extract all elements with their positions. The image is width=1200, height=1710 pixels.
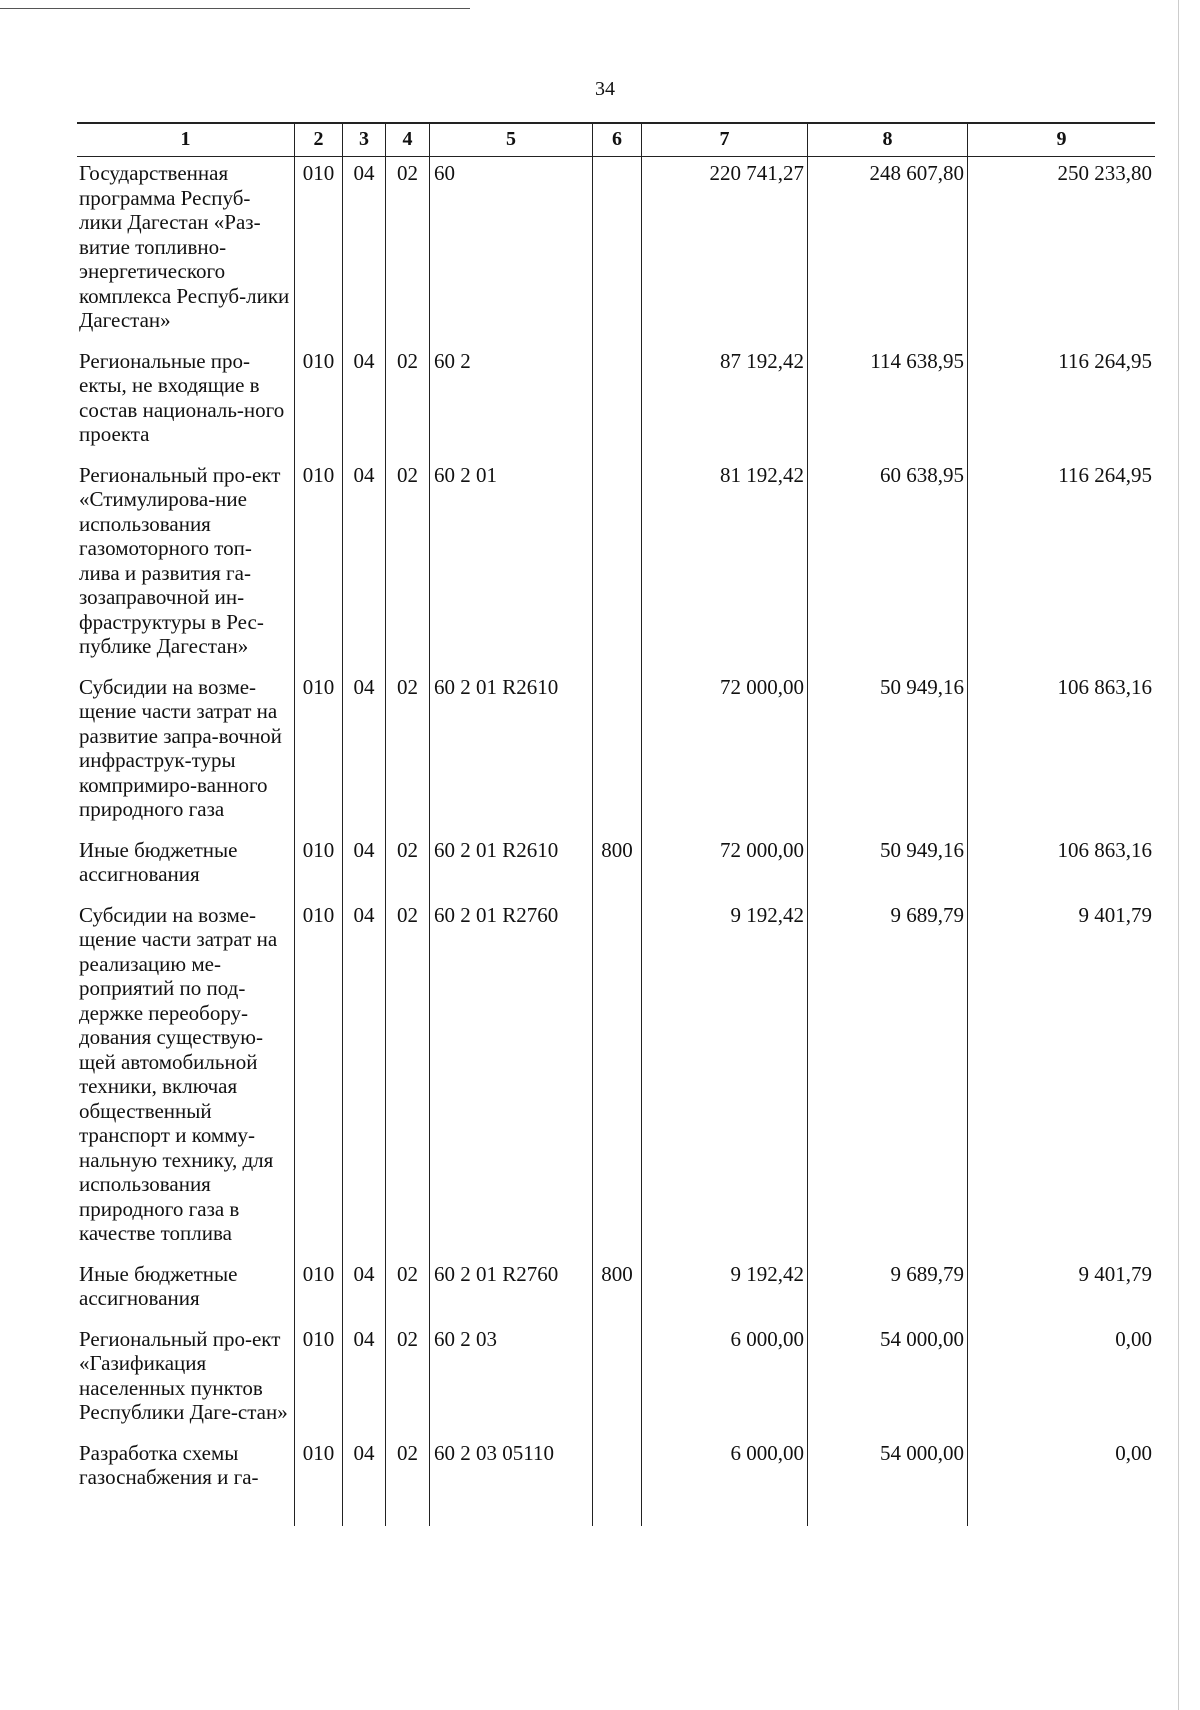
cell-col-3: 04: [342, 899, 385, 1258]
header-col-2: 2: [294, 124, 342, 156]
cell-col-8: 50 949,16: [807, 834, 967, 899]
cell-col-9: 250 233,80: [967, 157, 1155, 345]
cell-col-7: 6 000,00: [641, 1323, 807, 1437]
continuation-col-6: [592, 1502, 641, 1526]
cell-col-4: 02: [385, 459, 429, 671]
continuation-col-9: [967, 1502, 1155, 1526]
header-col-1: 1: [180, 128, 191, 150]
cell-col-9: 0,00: [967, 1323, 1155, 1437]
cell-col-8: 54 000,00: [807, 1437, 967, 1502]
cell-col-2: 010: [294, 1437, 342, 1502]
cell-col-5: 60 2 01: [429, 459, 592, 671]
continuation-col-1: [77, 1502, 294, 1526]
cell-col-7: 81 192,42: [641, 459, 807, 671]
cell-col-2: 010: [294, 1258, 342, 1323]
cell-col-4: 02: [385, 834, 429, 899]
header-col-8: 8: [807, 124, 967, 156]
cell-col-2: 010: [294, 671, 342, 834]
cell-col-4: 02: [385, 899, 429, 1258]
cell-col-2: 010: [294, 345, 342, 459]
cell-col-7: 9 192,42: [641, 899, 807, 1258]
cell-col-7: 6 000,00: [641, 1437, 807, 1502]
header-col-4: 4: [385, 124, 429, 156]
continuation-col-8: [807, 1502, 967, 1526]
cell-col-3: 04: [342, 834, 385, 899]
cell-col-2: 010: [294, 834, 342, 899]
table-row: [77, 1258, 1155, 1323]
cell-col-5: 60 2 01 R2760: [429, 1258, 592, 1323]
row-name: Региональный про-ект «Стимулирова-ние использования газомоторного топ-лива и развития га-зозаправочной ин-фраструктуры в Рес-публике Дагестан»: [79, 462, 281, 658]
cell-col-7: 72 000,00: [641, 834, 807, 899]
cell-col-8: 114 638,95: [807, 345, 967, 459]
cell-col-7: 220 741,27: [641, 157, 807, 345]
cell-col-9: 0,00: [967, 1437, 1155, 1502]
cell-col-4: 02: [385, 1258, 429, 1323]
cell-col-6: [592, 345, 641, 459]
table-row: [77, 1437, 1155, 1502]
table-row: [77, 157, 1155, 345]
cell-col-4: 02: [385, 157, 429, 345]
cell-col-6: [592, 671, 641, 834]
cell-col-7: 9 192,42: [641, 1258, 807, 1323]
header-col-6: 6: [592, 124, 641, 156]
table-row: [77, 671, 1155, 834]
cell-col-5: 60 2 01 R2610: [429, 834, 592, 899]
cell-col-8: 60 638,95: [807, 459, 967, 671]
cell-col-6: [592, 1323, 641, 1437]
cell-col-8: 54 000,00: [807, 1323, 967, 1437]
cell-col-6: [592, 459, 641, 671]
table-row: [77, 899, 1155, 1258]
cell-col-8: 50 949,16: [807, 671, 967, 834]
row-name: Разработка схемы газоснабжения и га-: [79, 1440, 259, 1489]
row-name: Региональный про-ект «Газификация населенных пунктов Республики Даге-стан»: [79, 1326, 288, 1424]
budget-table: [77, 122, 1155, 1526]
cell-col-4: 02: [385, 671, 429, 834]
continuation-col-2: [294, 1502, 342, 1526]
header-col-9: 9: [967, 124, 1155, 156]
cell-col-4: 02: [385, 1437, 429, 1502]
cell-col-9: 106 863,16: [967, 834, 1155, 899]
cell-col-6: 800: [592, 1258, 641, 1323]
cell-col-5: 60 2: [429, 345, 592, 459]
cell-col-7: 72 000,00: [641, 671, 807, 834]
cell-col-3: 04: [342, 671, 385, 834]
cell-col-2: 010: [294, 899, 342, 1258]
cell-col-4: 02: [385, 1323, 429, 1437]
cell-col-3: 04: [342, 1437, 385, 1502]
cell-col-8: 248 607,80: [807, 157, 967, 345]
cell-col-9: 9 401,79: [967, 899, 1155, 1258]
row-name: Субсидии на возме-щение части затрат на реализацию ме-роприятий по под-держке переобору-дования существую-щей автомобильной техники, включая общественный транспорт и комму-нальную технику, для использования природного газа в качестве топлива: [79, 902, 278, 1245]
table-header: [77, 122, 1155, 157]
cell-col-9: 116 264,95: [967, 345, 1155, 459]
cell-col-9: 106 863,16: [967, 671, 1155, 834]
cell-col-5: 60 2 01 R2760: [429, 899, 592, 1258]
cell-col-6: [592, 899, 641, 1258]
header-col-7: 7: [641, 124, 807, 156]
cell-col-9: 116 264,95: [967, 459, 1155, 671]
page-number: 34: [595, 78, 615, 100]
scan-top-line: [0, 8, 470, 9]
cell-col-5: 60 2 03: [429, 1323, 592, 1437]
cell-col-2: 010: [294, 157, 342, 345]
cell-col-3: 04: [342, 1258, 385, 1323]
cell-col-8: 9 689,79: [807, 899, 967, 1258]
cell-col-3: 04: [342, 157, 385, 345]
scan-edge-line: [1178, 0, 1179, 1710]
row-name: Государственная программа Респуб-лики Дагестан «Раз-витие топливно-энергетического комплекса Респуб-лики Дагестан»: [79, 161, 290, 332]
continuation-col-4: [385, 1502, 429, 1526]
cell-col-6: 800: [592, 834, 641, 899]
row-name: Региональные про-екты, не входящие в состав националь-ного проекта: [79, 348, 285, 446]
header-col-5: 5: [429, 124, 592, 156]
cell-col-6: [592, 157, 641, 345]
cell-col-4: 02: [385, 345, 429, 459]
cell-col-2: 010: [294, 459, 342, 671]
cell-col-8: 9 689,79: [807, 1258, 967, 1323]
continuation-col-5: [429, 1502, 592, 1526]
cell-col-5: 60 2 01 R2610: [429, 671, 592, 834]
table-row: [77, 459, 1155, 671]
continuation-col-7: [641, 1502, 807, 1526]
cell-col-6: [592, 1437, 641, 1502]
row-name: Иные бюджетные ассигнования: [79, 837, 238, 886]
row-name: Иные бюджетные ассигнования: [79, 1261, 238, 1310]
cell-col-9: 9 401,79: [967, 1258, 1155, 1323]
table-row: [77, 1323, 1155, 1437]
table-continuation: [77, 1502, 1155, 1526]
row-name: Субсидии на возме-щение части затрат на развитие запра-вочной инфраструк-туры компримиро-ванного природного газа: [79, 674, 282, 821]
cell-col-3: 04: [342, 459, 385, 671]
cell-col-3: 04: [342, 345, 385, 459]
cell-col-5: 60 2 03 05110: [429, 1437, 592, 1502]
table-row: [77, 345, 1155, 459]
header-col-3: 3: [342, 124, 385, 156]
continuation-col-3: [342, 1502, 385, 1526]
cell-col-3: 04: [342, 1323, 385, 1437]
cell-col-7: 87 192,42: [641, 345, 807, 459]
table-row: [77, 834, 1155, 899]
cell-col-5: 60: [429, 157, 592, 345]
cell-col-2: 010: [294, 1323, 342, 1437]
